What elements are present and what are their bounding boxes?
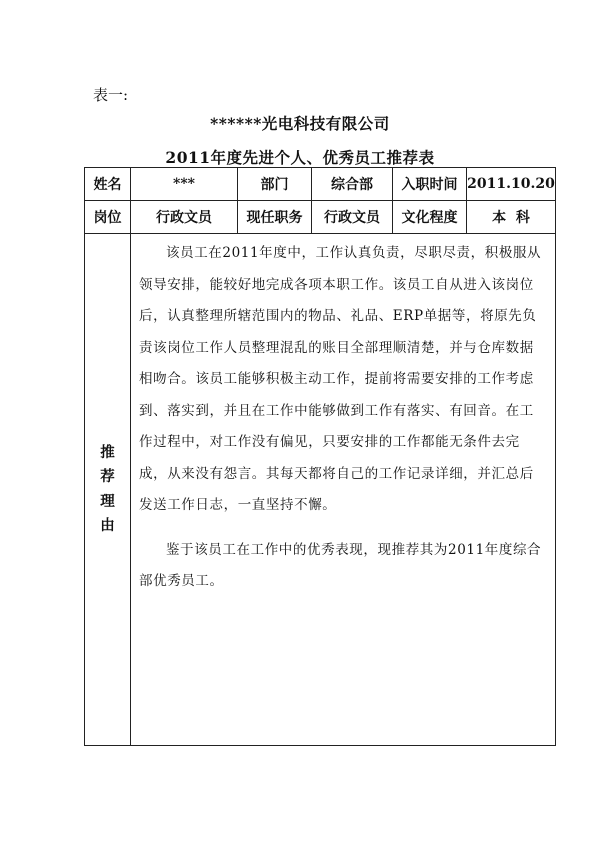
- table-row-reason: [85, 234, 556, 746]
- table-row-2: [85, 201, 556, 234]
- company-name: ******光电科技有限公司: [210, 114, 390, 133]
- department-label: 部门: [238, 168, 312, 201]
- education-label: 文化程度: [393, 201, 467, 234]
- table-label: 表一:: [93, 86, 129, 104]
- table-row-1: [85, 168, 556, 201]
- current-title-label: 现任职务: [238, 201, 312, 234]
- reason-char: 由: [100, 517, 115, 534]
- reason-text: [131, 234, 556, 746]
- name-label: 姓名: [85, 168, 131, 201]
- hire-date-label: 入职时间: [393, 168, 467, 201]
- reason-paragraph-1: 该员工在2011年度中，工作认真负责，尽职尽责，积极服从领导安排，能较好地完成各项本职工作。该员工自从进入该岗位后，认真整理所辖范围内的物品、礼品、ERP单据等，将原先负责该岗位工作人员整理混乱的账目全部理顺清楚，并与仓库数据相吻合。该员工能够积极主动工作，提前将需要安排的工作考虑到、落实到，并且在工作中能够做到工作有落实、有回音。在工作过程中，对工作没有偏见，只要安排的工作都能无条件去完成，从来没有怨言。其每天都将自己的工作记录详细，并汇总后发送工作日志，一直坚持不懈。: [139, 245, 542, 513]
- reason-paragraph-2: 鉴于该员工在工作中的优秀表现，现推荐其为2011年度综合部优秀员工。: [139, 541, 542, 589]
- form-title: 2011年度先进个人、优秀员工推荐表: [165, 148, 435, 167]
- reason-char: 荐: [100, 468, 115, 485]
- reason-label: [85, 234, 131, 746]
- reason-char: 推: [100, 443, 115, 461]
- current-title-value: 行政文员: [312, 201, 393, 234]
- department-value: 综合部: [312, 168, 393, 201]
- recommendation-table: [84, 167, 556, 746]
- position-value: 行政文员: [131, 201, 238, 234]
- name-value: ***: [131, 168, 238, 201]
- reason-char: 理: [100, 492, 115, 510]
- education-value: 本 科: [467, 201, 556, 234]
- position-label: 岗位: [85, 201, 131, 234]
- hire-date-value: 2011.10.20: [467, 168, 556, 201]
